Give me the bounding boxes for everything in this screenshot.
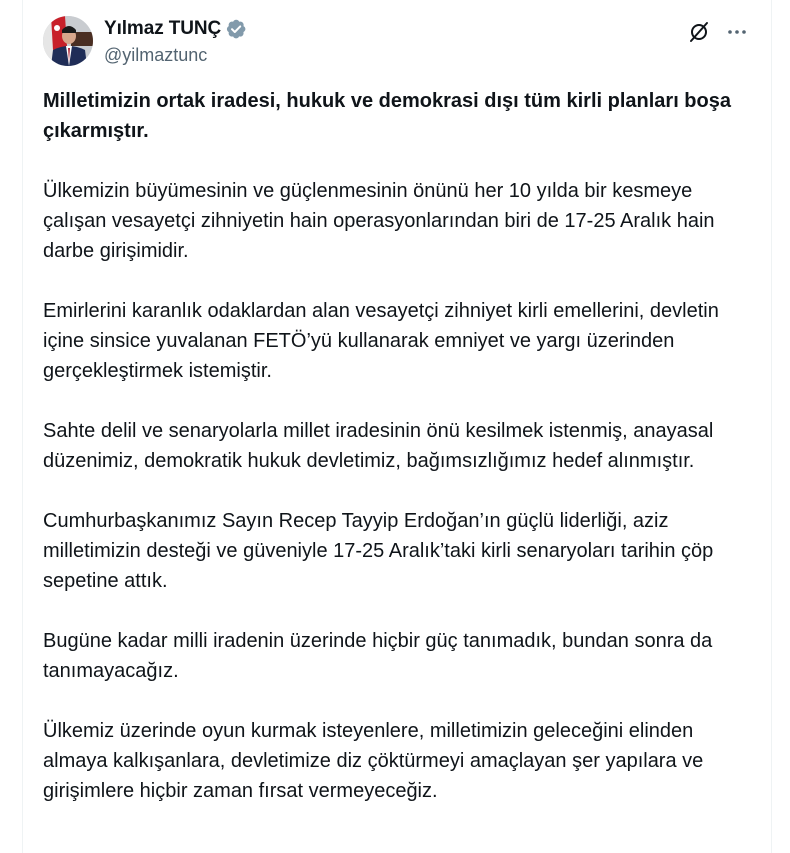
verified-badge-icon[interactable]	[225, 18, 247, 40]
author-identity	[104, 17, 247, 66]
more-options-icon[interactable]	[723, 18, 751, 46]
profile-photo-icon	[43, 16, 93, 66]
tweet-actions	[685, 18, 751, 46]
display-name[interactable]: Yılmaz TUNÇ	[104, 18, 222, 39]
tweet-paragraph: Sahte delil ve senaryolarla millet iradesinin önü kesilmek istenmiş, anayasal düzenimiz, demokratik hukuk devletimiz, bağımsızlığımız hedef alınmıştır.	[43, 420, 714, 472]
tweet-header	[43, 16, 751, 68]
tweet-paragraph: Bugüne kadar milli iradenin üzerinde hiçbir güç tanımadık, bundan sonra da tanımayacağız.	[43, 630, 713, 682]
tweet-paragraph: Cumhurbaşkanımız Sayın Recep Tayyip Erdoğan’ın güçlü liderliği, aziz milletimizin desteği ve güveniyle 17-25 Aralık’taki kirli senaryoları tarihin çöp sepetine attık.	[43, 510, 714, 592]
tweet-paragraph: Ülkemizin büyümesinin ve güçlenmesinin önünü her 10 yılda bir kesmeye çalışan vesayetçi zihniyetin hain operasyonlarından biri de 17-25 Aralık hain darbe girişimidir.	[43, 180, 715, 262]
name-row	[104, 17, 247, 41]
tweet-paragraph: Ülkemiz üzerinde oyun kurmak isteyenlere, milletimizin geleceğini elinden almaya kalkışanlara, devletimize diz çöktürmeyi amaçlayan şer yapılara ve girişimlere hiçbir zaman fırsat vermeyeceğiz.	[43, 720, 704, 802]
avatar[interactable]	[43, 16, 93, 66]
tweet-card	[22, 0, 772, 853]
user-handle[interactable]: @yilmaztunc	[104, 45, 208, 65]
tweet-paragraph: Emirlerini karanlık odaklardan alan vesayetçi zihniyet kirli emellerini, devletin içine sinsice yuvalanan FETÖ’yü kullanarak emniyet ve yargı üzerinden gerçekleştirmek istemiştir.	[43, 300, 719, 382]
tweet-text	[43, 86, 758, 836]
grok-icon[interactable]	[685, 18, 713, 46]
tweet-headline: Milletimizin ortak iradesi, hukuk ve demokrasi dışı tüm kirli planları boşa çıkarmıştır.	[43, 90, 731, 142]
